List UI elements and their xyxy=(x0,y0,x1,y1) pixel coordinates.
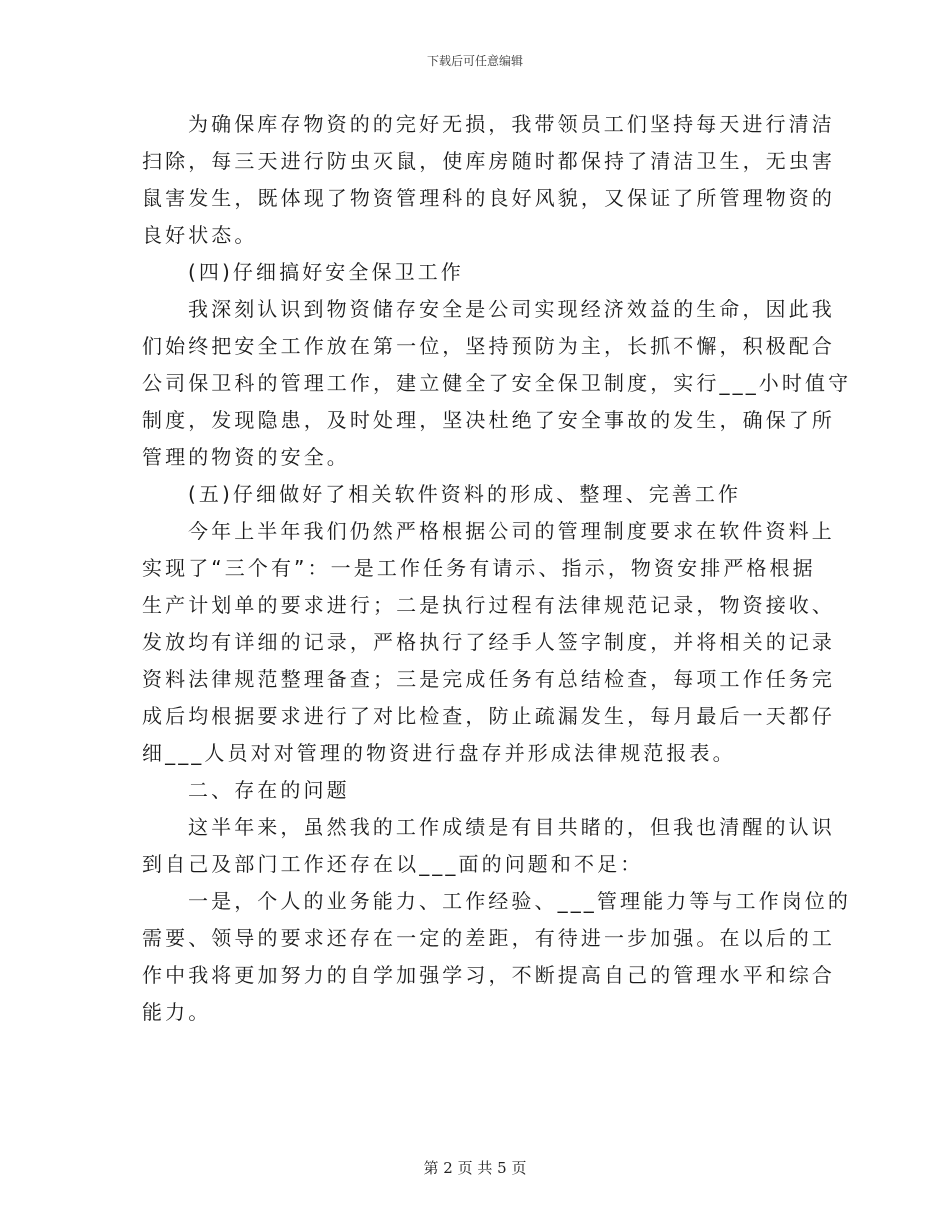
text-line: 扫除，每三天进行防虫灭鼠，使库房随时都保持了清洁卫生，无虫害 xyxy=(142,149,835,173)
text-line: 公司保卫科的管理工作，建立健全了安全保卫制度，实行___小时值守 xyxy=(142,371,852,395)
text-line: 一是，个人的业务能力、工作经验、___管理能力等与工作岗位的 xyxy=(188,889,851,913)
text-line: 鼠害发生，既体现了物资管理科的良好风貌，又保证了所管理物资的 xyxy=(142,186,835,210)
text-line: 实现了“三个有”：一是工作任务有请示、指示，物资安排严格根据 xyxy=(142,556,816,580)
text-line: 到自己及部门工作还存在以___面的问题和不足： xyxy=(142,852,644,876)
text-line: 能力。 xyxy=(142,1000,212,1024)
section-heading: (四)仔细搞好安全保卫工作 xyxy=(188,260,464,284)
text-line: 作中我将更加努力的自学加强学习，不断提高自己的管理水平和综合 xyxy=(142,963,835,987)
section-heading: (五)仔细做好了相关软件资料的形成、整理、完善工作 xyxy=(188,482,742,506)
text-line: 细___人员对对管理的物资进行盘存并形成法律规范报表。 xyxy=(142,741,736,765)
text-line: 为确保库存物资的的完好无损，我带领员工们坚持每天进行清洁 xyxy=(188,112,835,136)
text-line: 发放均有详细的记录，严格执行了经手人签字制度，并将相关的记录 xyxy=(142,630,835,654)
text-line: 成后均根据要求进行了对比检查，防止疏漏发生，每月最后一天都仔 xyxy=(142,704,835,728)
text-line: 生产计划单的要求进行；二是执行过程有法律规范记录，物资接收、 xyxy=(142,593,835,617)
page-number: 第 2 页 共 5 页 xyxy=(423,1159,527,1177)
document-body xyxy=(142,106,852,1031)
text-line: 需要、领导的要求还存在一定的差距，有待进一步加强。在以后的工 xyxy=(142,926,835,950)
text-line: 们始终把安全工作放在第一位，坚持预防为主，长抓不懈，积极配合 xyxy=(142,334,835,358)
text-line: 资料法律规范整理备查；三是完成任务有总结检查，每项工作任务完 xyxy=(142,667,835,691)
text-line: 我深刻认识到物资储存安全是公司实现经济效益的生命，因此我 xyxy=(188,297,835,321)
text-line: 管理的物资的安全。 xyxy=(142,445,350,469)
text-line: 这半年来，虽然我的工作成绩是有目共睹的，但我也清醒的认识 xyxy=(188,815,835,839)
text-line: 制度，发现隐患，及时处理，坚决杜绝了安全事故的发生，确保了所 xyxy=(142,408,835,432)
page-header: 下载后可任意编辑 xyxy=(426,54,523,68)
text-line: 良好状态。 xyxy=(142,223,258,247)
text-line: 今年上半年我们仍然严格根据公司的管理制度要求在软件资料上 xyxy=(188,519,835,543)
section-heading: 二、存在的问题 xyxy=(188,778,350,802)
